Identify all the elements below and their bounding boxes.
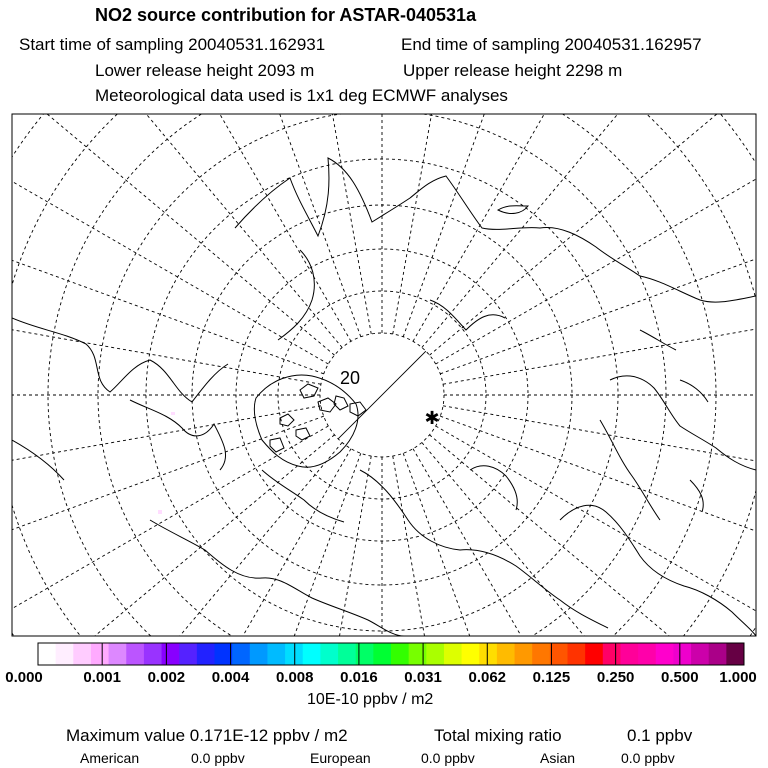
meridian-line	[443, 273, 768, 384]
colorbar-swatch	[709, 643, 727, 665]
meridian-line	[260, 456, 371, 768]
colorbar-swatch	[250, 643, 268, 665]
colorbar-swatch	[320, 643, 338, 665]
colorbar-swatch	[232, 643, 250, 665]
colorbar-swatch	[726, 643, 744, 665]
colorbar-tick-label: 0.125	[532, 669, 571, 686]
colorbar-tick-label: 0.250	[596, 669, 635, 686]
colorbar-swatch	[638, 643, 656, 665]
meridian-line	[440, 156, 768, 374]
meridian-line	[0, 435, 335, 768]
meridian-line	[403, 453, 621, 768]
colorbar-tick-label: 0.001	[83, 669, 121, 686]
colorbar-swatch	[338, 643, 356, 665]
colorbar-swatch	[409, 643, 427, 665]
release-site-marker: ✱	[424, 408, 440, 429]
end-time-label: End time of sampling 20040531.162957	[401, 35, 702, 54]
meridian-line	[393, 456, 507, 768]
colorbar-tick-label: 0.002	[147, 669, 186, 686]
lower-height-label: Lower release height 2093 m	[95, 61, 315, 80]
colorbar-swatch	[56, 643, 74, 665]
colorbar-swatch	[126, 643, 144, 665]
pole-label: 20	[339, 368, 361, 388]
colorbar-swatch	[497, 643, 515, 665]
colorbar-swatch	[444, 643, 462, 665]
colorbar-swatch	[109, 643, 127, 665]
meteo-label: Meteorological data used is 1x1 deg ECMWF analyses	[95, 86, 508, 105]
colorbar-swatch	[267, 643, 285, 665]
colorbar-swatch	[303, 643, 321, 665]
colorbar-swatch	[197, 643, 215, 665]
colorbar-tick-label: 0.500	[661, 669, 699, 686]
colorbar-tick-label: 0.062	[468, 669, 507, 686]
colorbar-swatch	[585, 643, 603, 665]
colorbar-swatch	[285, 643, 303, 665]
colorbar-swatch	[73, 643, 91, 665]
colorbar-swatch	[162, 643, 180, 665]
colorbar-tick-label: 0.000	[5, 669, 43, 686]
colorbar-swatch	[515, 643, 533, 665]
meridian-line	[143, 453, 361, 768]
colorbar-swatch	[462, 643, 480, 665]
colorbar	[38, 643, 745, 665]
meridian-line	[0, 416, 324, 634]
colorbar-swatch	[391, 643, 409, 665]
colorbar-units: 10E-10 ppbv / m2	[307, 691, 434, 708]
meridian-line	[32, 449, 351, 768]
colorbar-swatch	[620, 643, 638, 665]
plume-markers	[158, 412, 175, 514]
colorbar-swatch	[568, 643, 586, 665]
colorbar-swatch	[603, 643, 621, 665]
coastlines	[12, 158, 756, 636]
colorbar-swatch	[38, 643, 56, 665]
colorbar-swatch	[479, 643, 497, 665]
colorbar-tick-label: 0.016	[340, 669, 378, 686]
colorbar-tick-label: 0.004	[211, 669, 250, 686]
colorbar-swatch	[426, 643, 444, 665]
colorbar-tick-label: 0.031	[404, 669, 442, 686]
colorbar-swatch	[691, 643, 709, 665]
colorbar-swatch	[91, 643, 109, 665]
meridian-line	[422, 442, 768, 768]
page-title: NO2 source contribution for ASTAR-040531a	[95, 5, 477, 25]
region-asian-name: Asian	[540, 750, 576, 766]
colorbar-swatch	[532, 643, 550, 665]
max-value-label: Maximum value 0.171E-12 ppbv / m2	[66, 726, 348, 745]
region-asian-value: 0.0 ppbv	[621, 750, 675, 766]
total-mixing-value: 0.1 ppbv	[627, 726, 693, 745]
region-european-value: 0.0 ppbv	[421, 750, 475, 766]
colorbar-swatch	[656, 643, 674, 665]
region-american-name: American	[80, 750, 140, 766]
pole-diagonal	[338, 351, 426, 439]
colorbar-swatch	[215, 643, 233, 665]
colorbar-swatch	[550, 643, 568, 665]
upper-height-label: Upper release height 2298 m	[403, 61, 623, 80]
start-time-label: Start time of sampling 20040531.162931	[19, 35, 326, 54]
total-mixing-label: Total mixing ratio	[434, 726, 562, 745]
colorbar-swatch	[373, 643, 391, 665]
map-frame	[12, 114, 756, 636]
colorbar-swatch	[673, 643, 691, 665]
colorbar-tick-label: 1.000	[719, 669, 757, 686]
colorbar-swatch	[179, 643, 197, 665]
meridian-line	[0, 406, 321, 517]
colorbar-tick-label: 0.008	[275, 669, 314, 686]
region-american-value: 0.0 ppbv	[191, 750, 245, 766]
colorbar-swatch	[144, 643, 162, 665]
region-european-name: European	[310, 750, 371, 766]
meridian-line	[443, 406, 768, 517]
